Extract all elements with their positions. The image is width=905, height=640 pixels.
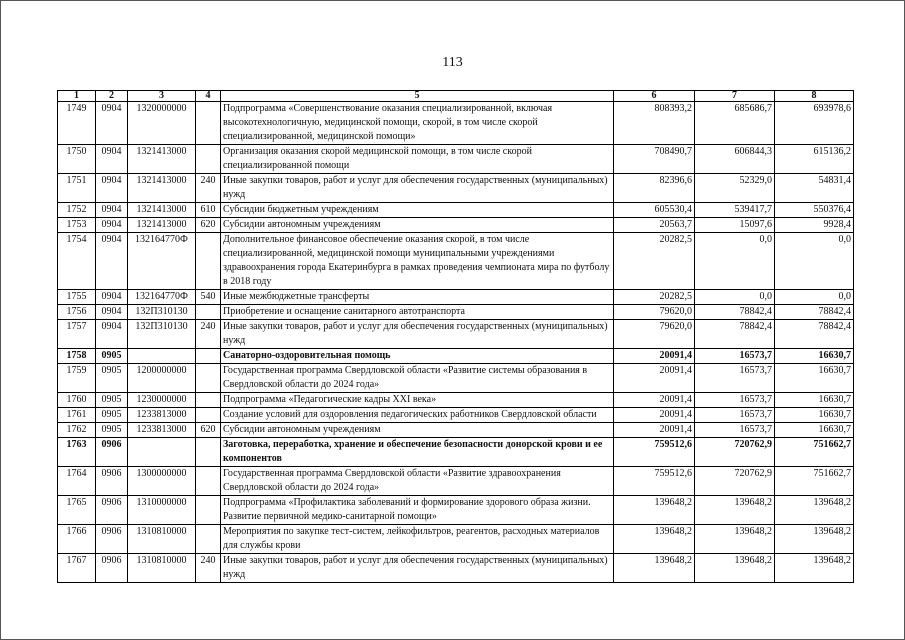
section-code: 0904	[96, 145, 128, 174]
row-number: 1759	[58, 364, 96, 393]
amount-col7: 52329,0	[695, 174, 775, 203]
amount-col7: 16573,7	[695, 393, 775, 408]
expense-type	[196, 438, 221, 467]
row-description: Государственная программа Свердловской области «Развитие системы образования в Свердловской области до 2024 года»	[221, 364, 614, 393]
amount-col6: 20091,4	[614, 393, 695, 408]
expense-type: 620	[196, 423, 221, 438]
target-code: 1300000000	[128, 467, 196, 496]
amount-col7: 606844,3	[695, 145, 775, 174]
table-row	[58, 174, 854, 203]
row-number: 1766	[58, 525, 96, 554]
row-number: 1758	[58, 349, 96, 364]
target-code: 1310000000	[128, 496, 196, 525]
section-code: 0904	[96, 320, 128, 349]
row-description: Иные межбюджетные трансферты	[221, 290, 614, 305]
row-description: Мероприятия по закупке тест-систем, лейкофильтров, реагентов, расходных материалов для службы крови	[221, 525, 614, 554]
amount-col7: 139648,2	[695, 525, 775, 554]
col-header: 7	[695, 91, 775, 102]
row-description: Дополнительное финансовое обеспечение оказания скорой, в том числе специализированной, медицинской помощи муниципальными учреждениями здравоохранения города Екатеринбурга в рамках проведения чемпионата мира по футболу в 2018 году	[221, 233, 614, 290]
expense-type: 610	[196, 203, 221, 218]
amount-col8: 0,0	[775, 290, 854, 305]
table-row	[58, 554, 854, 583]
section-code: 0905	[96, 423, 128, 438]
amount-col6: 79620,0	[614, 305, 695, 320]
amount-col7: 720762,9	[695, 467, 775, 496]
row-description: Иные закупки товаров, работ и услуг для обеспечения государственных (муниципальных) нужд	[221, 174, 614, 203]
header-row	[58, 91, 854, 102]
expense-type	[196, 408, 221, 423]
amount-col6: 20091,4	[614, 423, 695, 438]
amount-col8: 16630,7	[775, 349, 854, 364]
section-code: 0906	[96, 496, 128, 525]
target-code: 1200000000	[128, 364, 196, 393]
amount-col6: 20091,4	[614, 408, 695, 423]
expense-type: 240	[196, 174, 221, 203]
row-description: Подпрограмма «Совершенствование оказания специализированной, включая высокотехнологичную, медицинской помощи, скорой, в том числе скорой специализированной, медицинской помощи»	[221, 102, 614, 145]
amount-col6: 20282,5	[614, 233, 695, 290]
table-row	[58, 320, 854, 349]
amount-col8: 16630,7	[775, 393, 854, 408]
target-code: 1310810000	[128, 554, 196, 583]
section-code: 0906	[96, 438, 128, 467]
section-code: 0904	[96, 102, 128, 145]
target-code: 132П310130	[128, 320, 196, 349]
row-number: 1767	[58, 554, 96, 583]
table-row	[58, 525, 854, 554]
target-code: 132164770Ф	[128, 290, 196, 305]
expense-type	[196, 305, 221, 320]
amount-col6: 20091,4	[614, 349, 695, 364]
amount-col8: 751662,7	[775, 467, 854, 496]
amount-col6: 759512,6	[614, 467, 695, 496]
section-code: 0904	[96, 305, 128, 320]
table-row	[58, 102, 854, 145]
section-code: 0904	[96, 174, 128, 203]
amount-col8: 78842,4	[775, 305, 854, 320]
target-code	[128, 438, 196, 467]
amount-col7: 139648,2	[695, 496, 775, 525]
amount-col7: 720762,9	[695, 438, 775, 467]
amount-col6: 79620,0	[614, 320, 695, 349]
budget-table	[57, 90, 854, 583]
row-description: Иные закупки товаров, работ и услуг для обеспечения государственных (муниципальных) нужд	[221, 554, 614, 583]
amount-col6: 708490,7	[614, 145, 695, 174]
row-description: Подпрограмма «Педагогические кадры XXI века»	[221, 393, 614, 408]
row-number: 1760	[58, 393, 96, 408]
amount-col8: 16630,7	[775, 364, 854, 393]
section-code: 0905	[96, 349, 128, 364]
table-row	[58, 290, 854, 305]
row-description: Подпрограмма «Профилактика заболеваний и формирование здорового образа жизни. Развитие первичной медико-санитарной помощи»	[221, 496, 614, 525]
row-description: Заготовка, переработка, хранение и обеспечение безопасности донорской крови и ее компонентов	[221, 438, 614, 467]
table-row	[58, 233, 854, 290]
section-code: 0905	[96, 408, 128, 423]
amount-col8: 9928,4	[775, 218, 854, 233]
amount-col8: 615136,2	[775, 145, 854, 174]
amount-col8: 16630,7	[775, 408, 854, 423]
row-description: Приобретение и оснащение санитарного автотранспорта	[221, 305, 614, 320]
amount-col6: 759512,6	[614, 438, 695, 467]
row-number: 1761	[58, 408, 96, 423]
target-code: 1233813000	[128, 408, 196, 423]
row-description: Иные закупки товаров, работ и услуг для обеспечения государственных (муниципальных) нужд	[221, 320, 614, 349]
amount-col6: 82396,6	[614, 174, 695, 203]
amount-col8: 139648,2	[775, 525, 854, 554]
table-row	[58, 218, 854, 233]
page-number: 113	[442, 55, 463, 70]
section-code: 0904	[96, 218, 128, 233]
amount-col7: 78842,4	[695, 305, 775, 320]
section-code: 0905	[96, 393, 128, 408]
target-code: 1321413000	[128, 203, 196, 218]
row-description: Государственная программа Свердловской области «Развитие здравоохранения Свердловской области до 2024 года»	[221, 467, 614, 496]
table-row	[58, 467, 854, 496]
table-row	[58, 423, 854, 438]
row-description: Создание условий для оздоровления педагогических работников Свердловской области	[221, 408, 614, 423]
expense-type	[196, 145, 221, 174]
expense-type	[196, 525, 221, 554]
table-row	[58, 349, 854, 364]
col-header: 6	[614, 91, 695, 102]
amount-col7: 539417,7	[695, 203, 775, 218]
row-number: 1755	[58, 290, 96, 305]
amount-col8: 16630,7	[775, 423, 854, 438]
amount-col8: 693978,6	[775, 102, 854, 145]
amount-col7: 139648,2	[695, 554, 775, 583]
section-code: 0906	[96, 467, 128, 496]
target-code: 132164770Ф	[128, 233, 196, 290]
amount-col6: 20091,4	[614, 364, 695, 393]
expense-type	[196, 467, 221, 496]
amount-col7: 78842,4	[695, 320, 775, 349]
col-header: 3	[128, 91, 196, 102]
amount-col7: 16573,7	[695, 408, 775, 423]
col-header: 1	[58, 91, 96, 102]
target-code: 1233813000	[128, 423, 196, 438]
target-code: 1321413000	[128, 174, 196, 203]
amount-col8: 139648,2	[775, 554, 854, 583]
row-number: 1762	[58, 423, 96, 438]
row-number: 1763	[58, 438, 96, 467]
row-description: Субсидии автономным учреждениям	[221, 218, 614, 233]
amount-col7: 685686,7	[695, 102, 775, 145]
amount-col8: 550376,4	[775, 203, 854, 218]
table-row	[58, 408, 854, 423]
section-code: 0906	[96, 525, 128, 554]
target-code: 1230000000	[128, 393, 196, 408]
table-row	[58, 496, 854, 525]
amount-col7: 16573,7	[695, 423, 775, 438]
table-row	[58, 145, 854, 174]
table-row	[58, 364, 854, 393]
amount-col6: 605530,4	[614, 203, 695, 218]
section-code: 0904	[96, 290, 128, 305]
row-number: 1749	[58, 102, 96, 145]
table-row	[58, 438, 854, 467]
amount-col6: 139648,2	[614, 554, 695, 583]
amount-col7: 0,0	[695, 290, 775, 305]
expense-type	[196, 496, 221, 525]
row-description: Организация оказания скорой медицинской помощи, в том числе скорой специализированной помощи	[221, 145, 614, 174]
row-number: 1754	[58, 233, 96, 290]
row-description: Санаторно-оздоровительная помощь	[221, 349, 614, 364]
col-header: 2	[96, 91, 128, 102]
row-number: 1765	[58, 496, 96, 525]
target-code: 1321413000	[128, 145, 196, 174]
section-code: 0906	[96, 554, 128, 583]
amount-col8: 54831,4	[775, 174, 854, 203]
section-code: 0905	[96, 364, 128, 393]
target-code: 1320000000	[128, 102, 196, 145]
table-row	[58, 203, 854, 218]
expense-type	[196, 233, 221, 290]
amount-col8: 139648,2	[775, 496, 854, 525]
target-code	[128, 349, 196, 364]
amount-col8: 751662,7	[775, 438, 854, 467]
amount-col8: 0,0	[775, 233, 854, 290]
target-code: 1310810000	[128, 525, 196, 554]
col-header: 4	[196, 91, 221, 102]
amount-col8: 78842,4	[775, 320, 854, 349]
amount-col6: 808393,2	[614, 102, 695, 145]
row-number: 1757	[58, 320, 96, 349]
expense-type: 240	[196, 554, 221, 583]
expense-type: 240	[196, 320, 221, 349]
expense-type	[196, 364, 221, 393]
amount-col7: 15097,6	[695, 218, 775, 233]
target-code: 132П310130	[128, 305, 196, 320]
row-number: 1753	[58, 218, 96, 233]
amount-col6: 139648,2	[614, 496, 695, 525]
amount-col6: 20282,5	[614, 290, 695, 305]
table-row	[58, 305, 854, 320]
table-row	[58, 393, 854, 408]
row-number: 1751	[58, 174, 96, 203]
section-code: 0904	[96, 233, 128, 290]
row-description: Субсидии автономным учреждениям	[221, 423, 614, 438]
row-number: 1752	[58, 203, 96, 218]
amount-col6: 20563,7	[614, 218, 695, 233]
amount-col6: 139648,2	[614, 525, 695, 554]
amount-col7: 16573,7	[695, 349, 775, 364]
expense-type: 620	[196, 218, 221, 233]
amount-col7: 16573,7	[695, 364, 775, 393]
amount-col7: 0,0	[695, 233, 775, 290]
expense-type: 540	[196, 290, 221, 305]
expense-type	[196, 393, 221, 408]
row-number: 1764	[58, 467, 96, 496]
expense-type	[196, 349, 221, 364]
col-header: 5	[221, 91, 614, 102]
row-description: Субсидии бюджетным учреждениям	[221, 203, 614, 218]
expense-type	[196, 102, 221, 145]
row-number: 1750	[58, 145, 96, 174]
row-number: 1756	[58, 305, 96, 320]
col-header: 8	[775, 91, 854, 102]
target-code: 1321413000	[128, 218, 196, 233]
section-code: 0904	[96, 203, 128, 218]
